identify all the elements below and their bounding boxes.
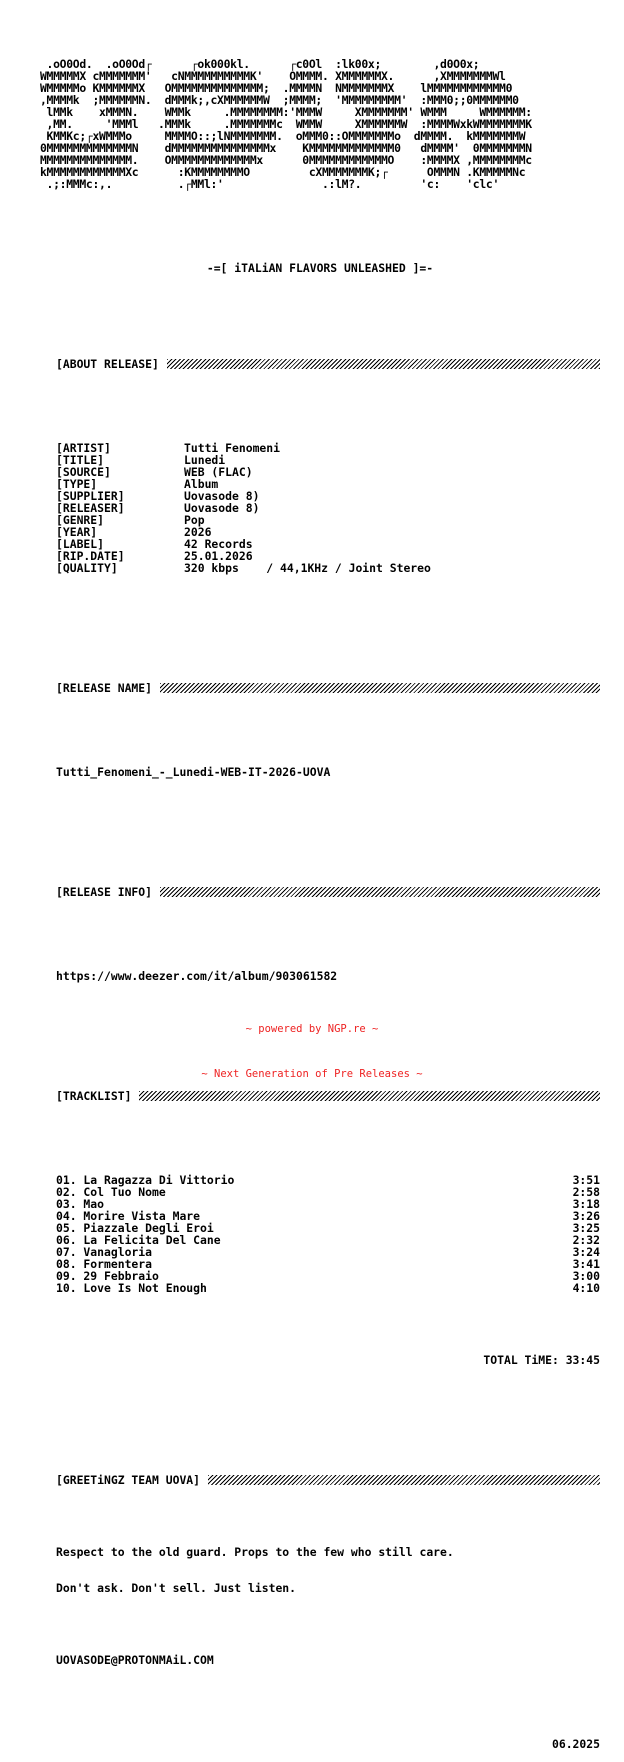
about-field-row (56, 478, 600, 490)
track-duration: 3:26 (572, 1209, 600, 1223)
track-title: 04. Morire Vista Mare (56, 1209, 201, 1223)
greetings-heading: [GREETiNGZ TEAM UOVA] (56, 1473, 201, 1487)
track-duration: 4:10 (572, 1281, 600, 1295)
field-key: [ARTIST] (56, 441, 111, 455)
hatch-divider (160, 887, 600, 897)
ngp-tagline-link[interactable]: ~ Next Generation of Pre Releases ~ (201, 1068, 423, 1080)
hatch-divider (160, 683, 600, 693)
track-title: 02. Col Tuo Nome (56, 1185, 166, 1199)
field-key: [LABEL] (56, 537, 105, 551)
track-title: 01. La Ragazza Di Vittorio (56, 1173, 235, 1187)
field-key: [QUALITY] (56, 561, 118, 575)
track-title: 07. Vanagloria (56, 1245, 153, 1259)
field-value: Pop (184, 513, 205, 527)
track-duration: 3:41 (572, 1257, 600, 1271)
greetings-line-2: Don't ask. Don't sell. Just listen. (56, 1581, 297, 1595)
about-field-row (56, 502, 600, 514)
track-row (56, 1246, 600, 1258)
release-name-section-header (56, 682, 600, 694)
greetings-line-1: Respect to the old guard. Props to the few who still care. (56, 1545, 454, 1559)
field-key: [SUPPLIER] (56, 489, 125, 503)
nfo-document (40, 34, 600, 1762)
track-duration: 3:18 (572, 1197, 600, 1211)
tagline: -=[ iTALiAN FLAVORS UNLEASHED ]=- (206, 261, 434, 275)
track-duration: 3:00 (572, 1269, 600, 1283)
track-title: 08. Formentera (56, 1257, 153, 1271)
field-value: Lunedi (184, 453, 226, 467)
track-row (56, 1222, 600, 1234)
hatch-divider (167, 359, 600, 369)
footer (0, 992, 624, 1097)
field-value: Album (184, 477, 219, 491)
track-title: 03. Mao (56, 1197, 105, 1211)
about-section-header (56, 358, 600, 370)
track-row (56, 1270, 600, 1282)
field-value: Uovasode 8) (184, 501, 260, 515)
field-key: [GENRE] (56, 513, 105, 527)
powered-by-link[interactable]: ~ powered by NGP.re ~ (245, 1023, 379, 1035)
track-title: 09. 29 Febbraio (56, 1269, 159, 1283)
track-row (56, 1234, 600, 1246)
contact-email[interactable]: UOVASODE@PROTONMAiL.COM (56, 1653, 214, 1667)
about-field-row (56, 526, 600, 538)
track-row (56, 1174, 600, 1186)
about-field-row (56, 490, 600, 502)
track-row (56, 1282, 600, 1294)
field-key: [RELEASER] (56, 501, 125, 515)
track-title: 06. La Felicita Del Cane (56, 1233, 221, 1247)
field-value: 25.01.2026 (184, 549, 253, 563)
release-info-section-header (56, 886, 600, 898)
track-title: 10. Love Is Not Enough (56, 1281, 207, 1295)
track-row (56, 1210, 600, 1222)
track-duration: 3:24 (572, 1245, 600, 1259)
hatch-divider (208, 1475, 600, 1485)
track-duration: 3:25 (572, 1221, 600, 1235)
field-value: 320 kbps / 44,1KHz / Joint Stereo (184, 561, 431, 575)
about-field-row (56, 562, 600, 574)
about-field-row (56, 442, 600, 454)
about-field-row (56, 454, 600, 466)
release-info-heading: [RELEASE INFO] (56, 885, 153, 899)
field-key: [YEAR] (56, 525, 98, 539)
field-value: Uovasode 8) (184, 489, 260, 503)
track-list (40, 1174, 600, 1294)
track-duration: 2:32 (572, 1233, 600, 1247)
about-fields (40, 442, 600, 574)
field-key: [RIP.DATE] (56, 549, 125, 563)
release-info-url[interactable]: https://www.deezer.com/it/album/903061582 (56, 969, 338, 983)
track-duration: 2:58 (572, 1185, 600, 1199)
field-key: [TYPE] (56, 477, 98, 491)
field-value: 2026 (184, 525, 212, 539)
track-row (56, 1258, 600, 1270)
field-value: 42 Records (184, 537, 253, 551)
field-key: [SOURCE] (56, 465, 111, 479)
greetings-section-header (56, 1474, 600, 1486)
tracklist-heading: [TRACKLIST] (56, 1089, 132, 1103)
nfo-date: 06.2025 (551, 1737, 600, 1751)
about-heading: [ABOUT RELEASE] (56, 357, 159, 371)
about-field-row (56, 538, 600, 550)
field-value: WEB (FLAC) (184, 465, 253, 479)
ascii-logo: .oO0Od. .oO0Od┌ ┌ok000kl. ┌c0Ol :lk00x; ,d0O0x; WMMMMMX cMMMMMMM' cNMMMMMMMMMMK' OMMMM. XMMMMMMX. ,XMMMMMMMWl WMMMMMo KMMMMMMX OMMMMMMMMMMMMMM; .MMMMN NMMMMMMMX lMMMMMMMMMMMM0 ,MMMMk ;MMMMMMN. dMMMk;,cXMMMMMMW ;MMMM; 'MMMMMMMMM' :MMM0;;0MMMMMM0 lMMk xMMMN. WMMk .MMMMMMMM:'MMMW XMMMMMMM' WMMM WMMMMMM: ,MM. 'MMMl .MMMk .MMMMMMMc WMMW XMMMMMMW :MMMMWxkWMMMMMMMK KMMKc;┌xWMMMo MMMMO::;lNMMMMMMM. oMMM0::OMMMMMMMo dMMMM. kMMMMMMMW 0MMMMMMMMMMMMMN dMMMMMMMMMMMMMMMx KMMMMMMMMMMMMM0 dMMMM' 0MMMMMMMN MMMMMMMMMMMMMM. OMMMMMMMMMMMMMx 0MMMMMMMMMMMMO :MMMMX ,MMMMMMMMc kMMMMMMMMMMMMXc :KMMMMMMMMO cXMMMMMMMK;┌ OMMMN .KMMMMMNc .;:MMMc:,. .┌MMl:' .:lM?. 'c: 'clc' (40, 57, 532, 191)
track-row (56, 1198, 600, 1210)
about-field-row (56, 514, 600, 526)
about-field-row (56, 466, 600, 478)
release-name-heading: [RELEASE NAME] (56, 681, 153, 695)
release-name-value: Tutti_Fenomeni_-_Lunedi-WEB-IT-2026-UOVA (56, 765, 331, 779)
track-duration: 3:51 (572, 1173, 600, 1187)
total-time: TOTAL TiME: 33:45 (483, 1353, 600, 1367)
track-title: 05. Piazzale Degli Eroi (56, 1221, 214, 1235)
track-row (56, 1186, 600, 1198)
field-value: Tutti Fenomeni (184, 441, 281, 455)
field-key: [TITLE] (56, 453, 105, 467)
